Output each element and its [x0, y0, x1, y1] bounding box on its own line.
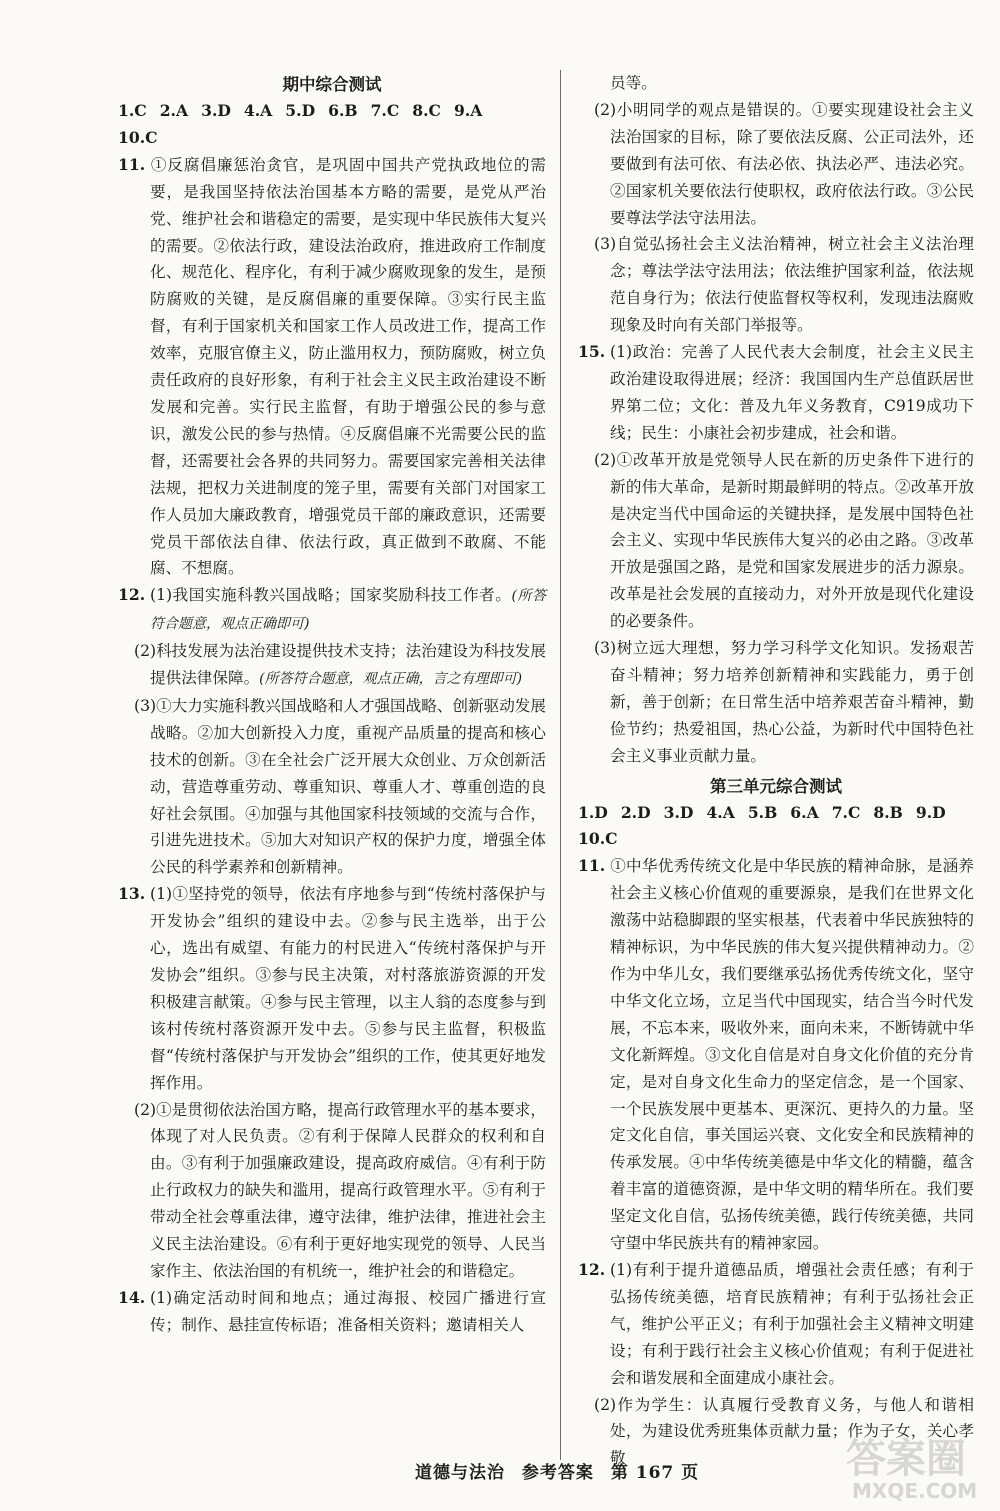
question-number: 15. [578, 342, 606, 362]
answer-text: ①中华优秀传统文化是中华民族的精神命脉，是涵养社会主义核心价值观的重要源泉，是我们在世界文化激荡中站稳脚跟的坚实根基，代表着中华民族独特的精神标识，为中华民族的伟大复兴提供精神动力。②作为中华儿女，我们要继承弘扬优秀传统文化，坚守中华文化立场，立足当代中国现实，结合当今时代发展，不忘本来，吸收外来，面向未来，不断铸就中华文化新辉煌。③文化自信是对自身文化价值的充分肯定，是对自身文化生命力的坚定信念，是一个国家、一个民族发展中更基本、更深沉、更持久的力量。坚定文化自信，事关国运兴衰、文化安全和民族精神的传承发展。④中华传统美德是中华文化的精髓，蕴含着丰富的道德资源，是中华文明的精华所在。我们要坚定文化自信，弘扬传统美德，践行传统美德，共同守望中华民族共有的精神家园。 [610, 857, 974, 1253]
mcq-answer: 3.D [663, 802, 694, 822]
section-title-midterm: 期中综合测试 [282, 75, 382, 94]
question-number: 14. [118, 1287, 146, 1307]
footer-subject: 道德与法治 [415, 1463, 505, 1483]
mcq-answer: 6.B [328, 101, 358, 120]
mcq-answer: 9.A [453, 101, 483, 120]
answer-text: (1)我国实施科教兴国战略；国家奖励科技工作者。 [150, 586, 512, 605]
answer-q12-1 [578, 1257, 974, 1392]
mcq-answer: 1.C [118, 101, 147, 120]
mcq-answer: 5.B [747, 802, 778, 822]
left-column [118, 68, 546, 1339]
answer-text: (1)政治：完善了人民代表大会制度，社会主义民主政治建设取得进展；经济：我国国内生产总值跃居世界第二位；文化：普及九年义务教育，C919成功下线；民生：小康社会初步建成，社会和谐。 [610, 343, 974, 442]
answer-q12-2 [118, 638, 546, 693]
question-number: 11. [578, 856, 606, 876]
answer-q12-3: (3)①大力实施科教兴国战略和人才强国战略、创新驱动发展战略。②加大创新投入力度，重视产品质量的提高和核心技术的创新。③在全社会广泛开展大众创业、万众创新活动，营造尊重劳动、尊重知识、尊重人才、尊重创造的良好社会氛围。④加强与其他国家科技领域的交流与合作，引进先进技术。⑤加大对知识产权的保护力度，增强全体公民的科学素养和创新精神。 [134, 696, 546, 877]
page-number: 第 167 页 [610, 1463, 700, 1483]
mcq-answer: 9.D [915, 802, 946, 822]
mcq-answer-10: 10.C [118, 127, 158, 147]
section-title-unit3: 第三单元综合测试 [710, 776, 842, 796]
grading-note: (所答符合题意，观点正确，言之有理即可) [259, 671, 523, 688]
mcq-answers-row [578, 800, 974, 827]
answer-q14-3: (3)自觉弘扬社会主义法治精神，树立社会主义法治理念；尊法学法守法用法；依法维护国家利益，依法规范自身行为；依法行使监督权等权利，发现违法腐败现象及时向有关部门举报等。 [594, 235, 974, 335]
answer-q13-1 [118, 881, 546, 1096]
right-column [578, 70, 974, 1472]
watermark-text: 答案圈 [846, 1436, 966, 1482]
mcq-answer: 5.D [285, 101, 316, 120]
answer-q14-1-continued: 员等。 [610, 74, 657, 92]
answer-q14-2: (2)小明同学的观点是错误的。①要实现建设社会主义法治国家的目标，除了要依法反腐、公正司法外，还要做到有法可依、有法必依、执法必严、违法必究。②国家机关要依法行使职权，政府依法行政。③公民要尊法学法守法用法。 [594, 100, 974, 227]
answer-q14-1 [118, 1285, 546, 1339]
answer-q15-2: (2)①改革开放是党领导人民在新的历史条件下进行的新的伟大革命，是新时期最鲜明的特点。②改革开放是决定当代中国命运的关键抉择，是发展中国特色社会主义、实现中华民族伟大复兴的必由之路。③改革开放是强国之路，是党和国家发展进步的活力源泉。改革是社会发展的直接动力，对外开放是现代化建设的必要条件。 [594, 450, 974, 631]
question-number: 12. [578, 1259, 606, 1279]
mcq-answer: 3.D [201, 101, 231, 120]
grading-note: (所答符合题意，观点正确即可) [150, 588, 546, 633]
column-divider [560, 70, 561, 1460]
answer-q11 [118, 152, 546, 583]
question-number: 13. [118, 884, 146, 904]
watermark-logo [838, 1420, 988, 1505]
mcq-answer: 2.A [159, 101, 189, 120]
mcq-answer: 1.D [578, 802, 608, 822]
answer-q12-1 [118, 582, 546, 638]
mcq-answer: 4.A [706, 802, 735, 822]
mcq-answer-10: 10.C [578, 829, 618, 849]
mcq-answer: 4.A [243, 101, 273, 120]
answer-text: (2)科技发展为法治建设提供技术支持；法治建设为科技发展提供法律保障。 [134, 642, 546, 688]
mcq-answer: 7.C [370, 101, 400, 120]
page-footer [415, 1458, 709, 1483]
question-number: 11. [118, 154, 146, 174]
mcq-answers-row [118, 98, 546, 125]
mcq-answer: 2.D [620, 802, 651, 822]
answer-q11 [578, 853, 974, 1257]
answer-text: (1)有利于提升道德品质，增强社会责任感；有利于弘扬传统美德，培育民族精神；有利于弘扬社会正气，维护公平正义；有利于加强社会主义精神文明建设；有利于践行社会主义核心价值观；有利于促进社会和谐发展和全面建成小康社会。 [610, 1260, 974, 1387]
answer-text: (1)①坚持党的领导，依法有序地参与到“传统村落保护与开发协会”组织的建设中去。②参与民主选举，出于公心，选出有威望、有能力的村民进入“传统村落保护与开发协会”组织。③参与民主决策，对村落旅游资源的开发积极建言献策。④参与民主管理，以主人翁的态度参与到该村传统村落资源开发中去。⑤参与民主监督，积极监督“传统村落保护与开发协会”组织的工作，使其更好地发挥作用。 [150, 885, 546, 1092]
answer-text: ①反腐倡廉惩治贪官，是巩固中国共产党执政地位的需要，是我国坚持依法治国基本方略的需要，是党从严治党、维护社会和谐稳定的需要，是实现中华民族伟大复兴的需要。②依法行政，建设法治政府，推进政府工作制度化、规范化、程序化，有利于减少腐败现象的发生，是预防腐败的关键，是反腐倡廉的重要保障。③实行民主监督，有利于国家机关和国家工作人员改进工作，提高工作效率，克服官僚主义，防止滥用权力，预防腐败，树立负责任政府的良好形象，有利于社会主义民主政治建设不断发展和完善。实行民主监督，有助于增强公民的参与意识，激发公民的参与热情。④反腐倡廉不光需要公民的监督，还需要社会各界的共同努力。需要国家完善相关法律法规，把权力关进制度的笼子里，需要有关部门对国家工作人员加大廉政教育，增强党员干部的廉政意识，还需要党员干部依法自律、依法行政，真正做到不敢腐、不能腐、不想腐。 [150, 155, 546, 578]
watermark-url: MXQE.COM [852, 1479, 978, 1503]
mcq-answer: 6.A [790, 802, 819, 822]
answer-q13-2: (2)①是贯彻依法治国方略，提高行政管理水平的基本要求，体现了对人民负责。②有利于保障人民群众的权利和自由。③有利于加强廉政建设，提高政府威信。④有利于防止行政权力的缺失和滥用，提高行政管理水平。⑤有利于带动全社会尊重法律，遵守法律，维护法律，推进社会主义民主法治建设。⑥有利于更好地实现党的领导、人民当家作主、依法治国的有机统一，维护社会的和谐稳定。 [134, 1100, 546, 1280]
answer-text: (1)确定活动时间和地点；通过海报、校园广播进行宣传；制作、悬挂宣传标语；准备相关资料；邀请相关人 [150, 1288, 546, 1334]
footer-label: 参考答案 [521, 1463, 594, 1483]
mcq-answer: 8.B [873, 802, 903, 822]
answer-q15-1 [578, 339, 974, 447]
mcq-answer: 7.C [831, 802, 861, 822]
answer-q15-3: (3)树立远大理想，努力学习科学文化知识。发扬艰苦奋斗精神；努力培养创新精神和实践能力，勇于创新，善于创新；在日常生活中培养艰苦奋斗精神，勤俭节约；热爱祖国，热心公益，为新时代中国特色社会主义事业贡献力量。 [594, 639, 974, 765]
question-number: 12. [118, 585, 146, 605]
mcq-answer: 8.C [412, 101, 441, 120]
answer-q12-2: (2)作为学生：认真履行受教育义务，与他人和谐相处，为建设优秀班集体贡献力量；作为子女，关心孝敬 [594, 1395, 974, 1468]
